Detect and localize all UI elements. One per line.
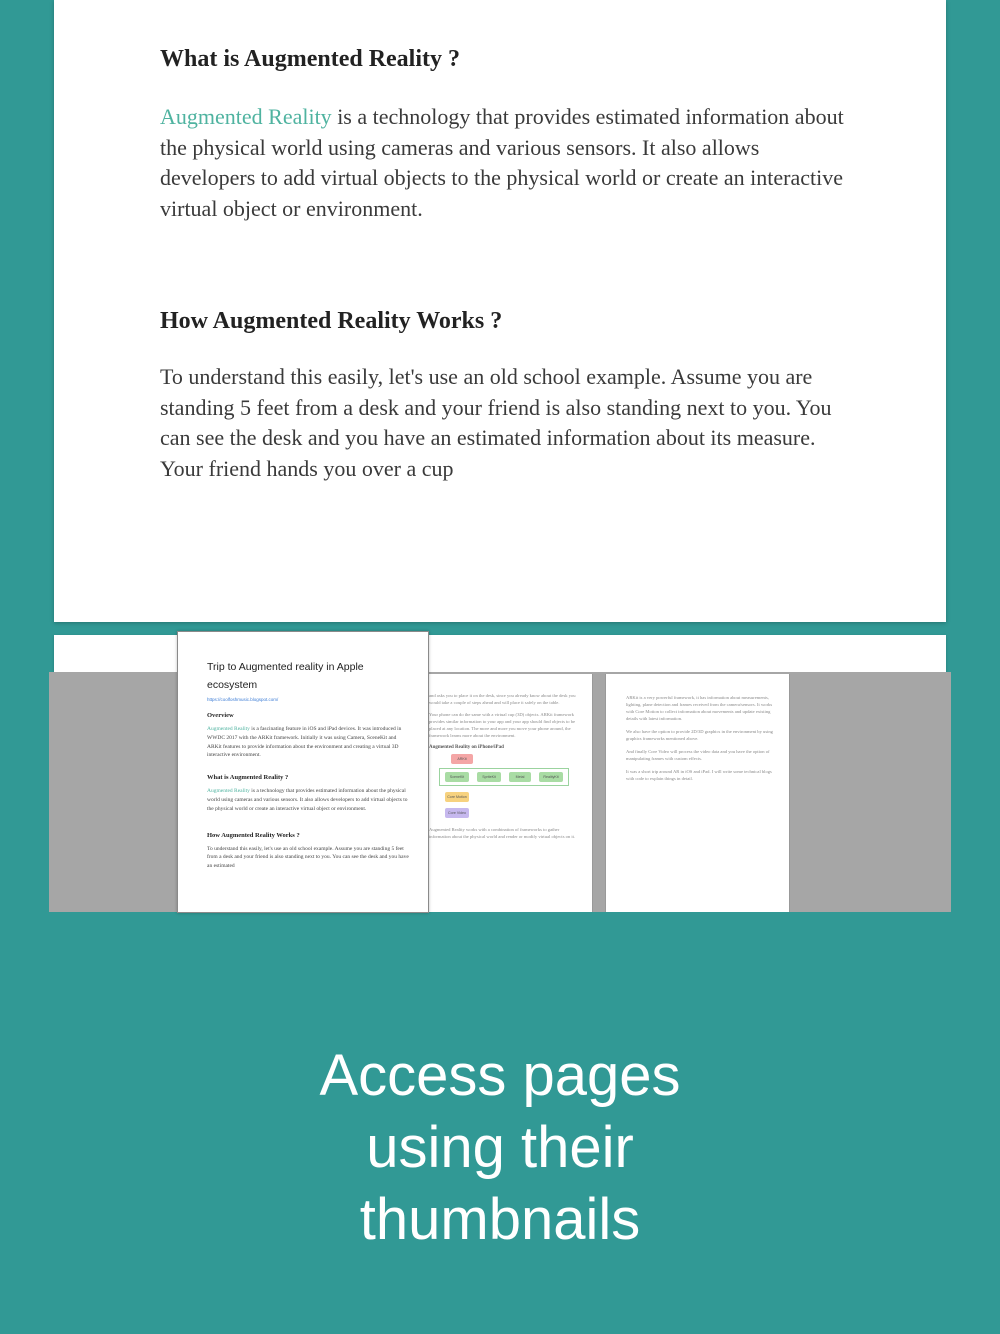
diagram-box-scenekit: SceneKit bbox=[445, 772, 469, 782]
caption-line-3: thumbnails bbox=[359, 1187, 641, 1252]
thumb-text: is a technology that provides estimated information about the physical world using cameras and various sensors. It also allows developers to add virtual objects to the physical world or create an interactive virtual object or environment. bbox=[207, 788, 408, 812]
thumb-overview-text bbox=[207, 725, 410, 760]
thumb-text: ARKit is a very powerful framework, it has information about measurements, lighting, plane detection and frames received from the camera/sensors. It works with Core Motion to collect information about movements and update existing details with latest information. bbox=[626, 695, 773, 721]
augmented-reality-link[interactable]: Augmented Reality bbox=[160, 104, 332, 129]
thumb-para-how-ar-works: To understand this easily, let's use an old school example. Assume you are standing 5 feet from a desk and your friend is also standing next to you. You can see the desk and you have an estimated bbox=[207, 845, 409, 870]
section-how-ar-works bbox=[160, 302, 860, 484]
thumb-text: Augmented Reality works with a combination of frameworks to gather information about the physical world and render or modify virtual objects on it. bbox=[429, 827, 576, 839]
thumb-link: Augmented Reality bbox=[207, 788, 250, 795]
section-paragraph-what-is-ar bbox=[160, 102, 860, 224]
thumb-heading: Augmented Reality on iPhone/iPad bbox=[429, 745, 504, 750]
paragraph-text: is a technology that provides estimated information about the physical world using cameras and various sensors. It also allows developers to add virtual objects to the physical world or create an interactive virtual object or environment. bbox=[160, 104, 844, 221]
page-thumbnail-1-selected[interactable] bbox=[177, 631, 429, 913]
thumb-text: And finally Core Video will process the video data and you have the option of manipulating frames with custom effects. bbox=[626, 749, 770, 761]
page-thumbnail-2[interactable] bbox=[428, 674, 593, 912]
diagram-box-core-video: Core Video bbox=[445, 808, 469, 818]
thumb-link: Augmented Reality bbox=[207, 726, 250, 732]
thumb-text: Your phone can do the same with a virtual cup (3D) objects. ARKit framework provides similar information to your app and your app should find objects to be placed at any location. The more and more you move your phone around, the framework learns more about the environment. bbox=[429, 712, 576, 738]
thumb-text: and asks you to place it on the desk, since you already know about the desk you would take a couple of steps ahead and will place it safely on the table. bbox=[429, 693, 576, 705]
diagram-box-core-motion: Core Motion bbox=[445, 792, 469, 802]
diagram-box-metal: Metal bbox=[509, 772, 531, 782]
thumb-text: is a fascinating feature in iOS and iPad devices. It was introduced in WWDC 2017 with the ARKit framework. Initially it was using Camera, SceneKit and ARKit features to provide information about the environment and creating a virtual 3D interactive environment. bbox=[207, 726, 402, 759]
diagram-box-spritekit: SpriteKit bbox=[477, 772, 501, 782]
page-thumbnail-3[interactable] bbox=[605, 674, 790, 912]
marketing-caption bbox=[0, 1040, 1000, 1256]
diagram-box-arkit: ARKit bbox=[451, 754, 473, 764]
thumb-text: It was a short trip around AR in iOS and iPad. I will write some technical blogs with code to explain things in detail. bbox=[626, 769, 772, 781]
caption-line-1: Access pages bbox=[319, 1043, 681, 1108]
thumb-para-what-is-ar bbox=[207, 787, 410, 813]
thumb-diagram bbox=[433, 754, 583, 820]
thumb-doc-url: https://coolfoshmusic.blogspot.com/ bbox=[207, 697, 279, 702]
thumb-text: We also have the option to provide 2D/3D graphics in the environment by using graphics frameworks mentioned above. bbox=[626, 729, 773, 741]
thumb-heading-how-ar-works: How Augmented Reality Works ? bbox=[207, 831, 300, 839]
caption-line-2: using their bbox=[366, 1115, 634, 1180]
thumb-heading-overview: Overview bbox=[207, 712, 234, 719]
section-heading-how-ar-works: How Augmented Reality Works ? bbox=[160, 308, 503, 334]
thumb-heading-what-is-ar: What is Augmented Reality ? bbox=[207, 774, 289, 782]
page-content bbox=[160, 40, 860, 484]
thumb-doc-title: Trip to Augmented reality in Apple ecosystem bbox=[207, 661, 364, 691]
diagram-box-realitykit: RealityKit bbox=[539, 772, 563, 782]
section-heading-what-is-ar: What is Augmented Reality ? bbox=[160, 46, 460, 72]
section-paragraph-how-ar-works: To understand this easily, let's use an old school example. Assume you are standing 5 feet from a desk and your friend is also standing next to you. You can see the desk and you have an estimated information about its measure. Your friend hands you over a cup bbox=[160, 364, 832, 481]
document-page-current[interactable] bbox=[54, 0, 946, 622]
